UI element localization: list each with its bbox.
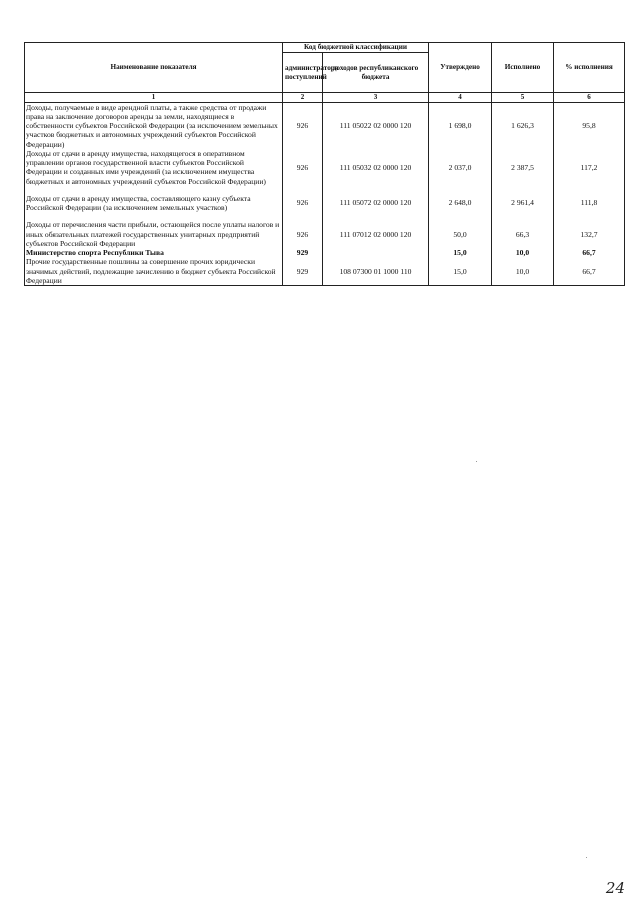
cell-approved: 2 037,0 xyxy=(429,149,492,194)
cell-admin-code: 929 xyxy=(283,248,323,257)
cell-percent: 66,7 xyxy=(554,257,625,285)
cell-approved: 2 648,0 xyxy=(429,194,492,221)
cell-percent: 132,7 xyxy=(554,220,625,248)
scan-speck xyxy=(586,857,587,858)
cell-income-code: 111 05032 02 0000 120 xyxy=(323,149,429,194)
cell-income-code: 108 07300 01 1000 110 xyxy=(323,257,429,285)
col-number: 4 xyxy=(429,93,492,103)
cell-executed: 2 387,5 xyxy=(492,149,554,194)
cell-executed: 1 626,3 xyxy=(492,102,554,149)
cell-executed: 2 961,4 xyxy=(492,194,554,221)
cell-indicator-name: Прочие государственные пошлины за совершение прочих юридически значимых действий, подлежащие зачислению в бюджет субъекта Российской Федерации xyxy=(25,257,283,285)
cell-percent: 95,8 xyxy=(554,102,625,149)
header-admin: администратора поступлений xyxy=(283,53,323,93)
scan-speck xyxy=(476,461,477,462)
cell-indicator-name: Доходы от перечисления части прибыли, остающейся после уплаты налогов и иных обязательных платежей государственных унитарных предприятий субъектов Российской Федерации xyxy=(25,220,283,248)
table-body xyxy=(25,102,625,286)
cell-admin-code: 926 xyxy=(283,220,323,248)
cell-income-code xyxy=(323,248,429,257)
table-row xyxy=(25,102,625,149)
cell-admin-code: 929 xyxy=(283,257,323,285)
cell-indicator-name: Доходы от сдачи в аренду имущества, составляющего казну субъекта Российской Федерации (за исключением земельных участков) xyxy=(25,194,283,221)
budget-revenue-table xyxy=(24,42,625,286)
cell-approved: 50,0 xyxy=(429,220,492,248)
cell-admin-code: 926 xyxy=(283,194,323,221)
cell-percent: 66,7 xyxy=(554,248,625,257)
table-row xyxy=(25,194,625,221)
cell-indicator-name: Доходы, получаемые в виде арендной платы, а также средства от продажи права на заключение договоров аренды за земли, находящиеся в собственности субъектов Российской Федерации (за исключением земельных участков бюджетных и автономных учреждений субъектов Российской Федерации) xyxy=(25,102,283,149)
header-name: Наименование показателя xyxy=(25,43,283,93)
table-row xyxy=(25,149,625,194)
cell-approved: 15,0 xyxy=(429,257,492,285)
cell-admin-code: 926 xyxy=(283,102,323,149)
table-row xyxy=(25,248,625,257)
cell-executed: 66,3 xyxy=(492,220,554,248)
cell-admin-code: 926 xyxy=(283,149,323,194)
table-row xyxy=(25,220,625,248)
col-number: 6 xyxy=(554,93,625,103)
col-number: 2 xyxy=(283,93,323,103)
col-number: 5 xyxy=(492,93,554,103)
cell-percent: 111,8 xyxy=(554,194,625,221)
cell-executed: 10,0 xyxy=(492,257,554,285)
cell-indicator-name: Министерство спорта Республики Тыва xyxy=(25,248,283,257)
cell-income-code: 111 07012 02 0000 120 xyxy=(323,220,429,248)
header-percent: % исполнения xyxy=(554,43,625,93)
header-approved: Утверждено xyxy=(429,43,492,93)
cell-executed: 10,0 xyxy=(492,248,554,257)
page-number: 24 xyxy=(605,879,625,897)
cell-indicator-name: Доходы от сдачи в аренду имущества, находящегося в оперативном управлении органов государственной власти субъектов Российской Федерации и созданных ими учреждений (за исключением имущества бюджетных и автономных учреждений субъектов Российской Федерации) xyxy=(25,149,283,194)
header-code-group: Код бюджетной классификации xyxy=(283,43,429,53)
header-income: доходов республиканского бюджета xyxy=(323,53,429,93)
table-row xyxy=(25,257,625,285)
cell-approved: 1 698,0 xyxy=(429,102,492,149)
cell-approved: 15,0 xyxy=(429,248,492,257)
cell-percent: 117,2 xyxy=(554,149,625,194)
header-executed: Исполнено xyxy=(492,43,554,93)
cell-income-code: 111 05072 02 0000 120 xyxy=(323,194,429,221)
col-number: 3 xyxy=(323,93,429,103)
cell-income-code: 111 05022 02 0000 120 xyxy=(323,102,429,149)
col-number: 1 xyxy=(25,93,283,103)
